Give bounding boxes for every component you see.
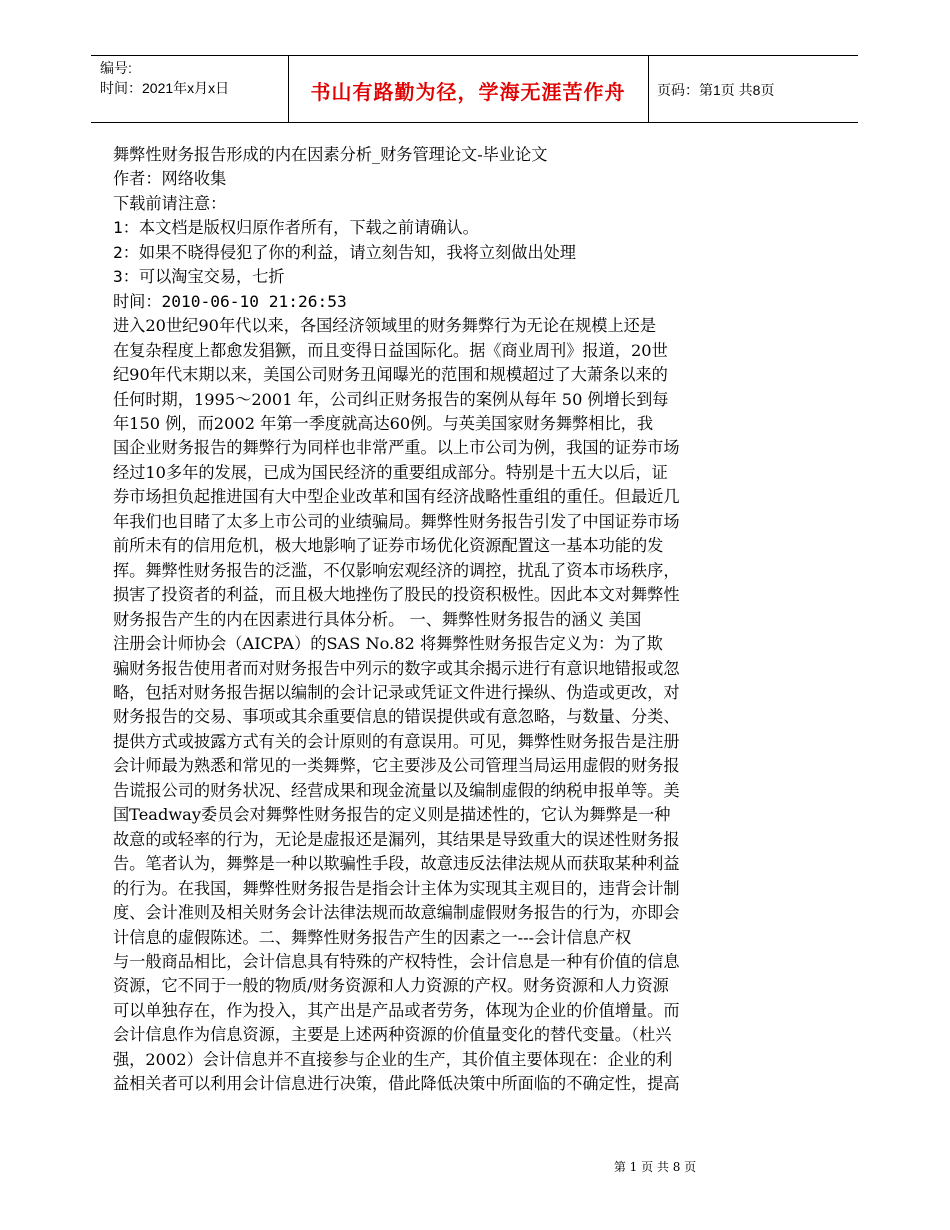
body-line: 骗财务报告使用者而对财务报告中列示的数字或其余揭示进行有意识地错报或忽 bbox=[113, 658, 680, 678]
body-line: 年我们也目睹了太多上市公司的业绩骗局。舞弊性财务报告引发了中国证券市场 bbox=[113, 511, 680, 531]
document-author: 作者：网络收集 bbox=[113, 169, 227, 189]
body-line: 注册会计师协会（AICPA）的SAS No.82 将舞弊性财务报告定义为：为了欺 bbox=[113, 634, 663, 654]
footer-page-number: 第 1 页 共 8 页 bbox=[613, 1160, 697, 1174]
body-line: 年150 例，而2002 年第一季度就高达60例。与英美国家财务舞弊相比，我 bbox=[113, 413, 654, 433]
notice-heading: 下载前请注意： bbox=[113, 193, 227, 213]
body-line: 券市场担负起推进国有大中型企业改革和国有经济战略性重组的重任。但最近几 bbox=[113, 487, 680, 507]
document-title: 舞弊性财务报告形成的内在因素分析_财务管理论文-毕业论文 bbox=[113, 145, 548, 164]
body-line: 任何时期，1995～2001 年，公司纠正财务报告的案例从每年 50 例增长到每 bbox=[113, 389, 669, 409]
document-time: 时间：2010-06-10 21:26:53 bbox=[113, 291, 347, 311]
header-divider-right bbox=[648, 56, 649, 122]
page-footer bbox=[0, 1158, 950, 1175]
body-line: 提供方式或披露方式有关的会计原则的有意误用。可见，舞弊性财务报告是注册 bbox=[113, 731, 680, 751]
page-header bbox=[91, 55, 858, 123]
body-line: 国企业财务报告的舞弊行为同样也非常严重。以上市公司为例，我国的证券市场 bbox=[113, 438, 680, 458]
body-line: 强，2002）会计信息并不直接参与企业的生产，其价值主要体现在：企业的利 bbox=[113, 1049, 673, 1069]
body-line: 略，包括对财务报告据以编制的会计记录或凭证文件进行操纵、伪造或更改，对 bbox=[113, 682, 680, 702]
serial-number-label: 编号: bbox=[100, 60, 132, 76]
body-line: 挥。舞弊性财务报告的泛滥，不仅影响宏观经济的调控，扰乱了资本市场秩序， bbox=[113, 560, 680, 580]
body-line: 益相关者可以利用会计信息进行决策，借此降低决策中所面临的不确定性，提高 bbox=[113, 1074, 680, 1094]
body-line: 计信息的虚假陈述。二、舞弊性财务报告产生的因素之一---会计信息产权 bbox=[113, 927, 632, 947]
notice-item-3: 3：可以淘宝交易，七折 bbox=[113, 267, 285, 287]
body-line: 进入20世纪90年代以来，各国经济领域里的财务舞弊行为无论在规模上还是 bbox=[113, 316, 657, 336]
body-line: 纪90年代末期以来，美国公司财务丑闻曝光的范围和规模超过了大萧条以来的 bbox=[113, 365, 668, 385]
body-line: 在复杂程度上都愈发猖獗，而且变得日益国际化。据《商业周刊》报道，20世 bbox=[113, 340, 668, 360]
body-line: 会计师最为熟悉和常见的一类舞弊，它主要涉及公司管理当局运用虚假的财务报 bbox=[113, 756, 680, 776]
header-page-number: 页码：第1页 共8页 bbox=[657, 82, 775, 98]
body-line: 财务报告的交易、事项或其余重要信息的错误提供或有意忽略，与数量、分类、 bbox=[113, 707, 680, 727]
body-line: 告谎报公司的财务状况、经营成果和现金流量以及编制虚假的纳税申报单等。美 bbox=[113, 780, 680, 800]
body-line: 与一般商品相比，会计信息具有特殊的产权特性，会计信息是一种有价值的信息 bbox=[113, 951, 680, 971]
body-line: 前所未有的信用危机，极大地影响了证券市场优化资源配置这一基本功能的发 bbox=[113, 536, 664, 556]
body-line: 可以单独存在，作为投入，其产出是产品或者劳务，体现为企业的价值增量。而 bbox=[113, 1000, 680, 1020]
body-line: 的行为。在我国，舞弊性财务报告是指会计主体为实现其主观目的，违背会计制 bbox=[113, 878, 680, 898]
body-line: 国Teadway委员会对舞弊性财务报告的定义则是描述性的，它认为舞弊是一种 bbox=[113, 805, 671, 825]
body-line: 故意的或轻率的行为，无论是虚报还是漏列，其结果是导致重大的误述性财务报 bbox=[113, 829, 680, 849]
body-line: 会计信息作为信息资源，主要是上述两种资源的价值量变化的替代变量。（杜兴 bbox=[113, 1025, 672, 1045]
body-paragraph bbox=[113, 314, 768, 1097]
body-line: 告。笔者认为，舞弊是一种以欺骗性手段，故意违反法律法规从而获取某种利益 bbox=[113, 854, 680, 874]
notice-item-2: 2：如果不晓得侵犯了你的利益，请立刻告知，我将立刻做出处理 bbox=[113, 242, 576, 262]
document-body bbox=[113, 143, 768, 1097]
header-motto: 书山有路勤为径，学海无涯苦作舟 bbox=[310, 80, 626, 104]
header-meta bbox=[100, 58, 290, 98]
body-line: 损害了投资者的利益，而且极大地挫伤了股民的投资积极性。因此本文对舞弊性 bbox=[113, 585, 680, 605]
body-line: 资源，它不同于一般的物质/财务资源和人力资源的产权。财务资源和人力资源 bbox=[113, 976, 669, 996]
body-line: 度、会计准则及相关财务会计法律法规而故意编制虚假财务报告的行为，亦即会 bbox=[113, 903, 680, 923]
notice-item-1: 1：本文档是版权归原作者所有，下载之前请确认。 bbox=[113, 218, 479, 238]
date-label: 时间：2021年x月x日 bbox=[100, 80, 230, 96]
body-line: 经过10多年的发展，已成为国民经济的重要组成部分。特别是十五大以后，证 bbox=[113, 462, 668, 482]
body-line: 财务报告产生的内在因素进行具体分析。 一、舞弊性财务报告的涵义 美国 bbox=[113, 609, 642, 629]
